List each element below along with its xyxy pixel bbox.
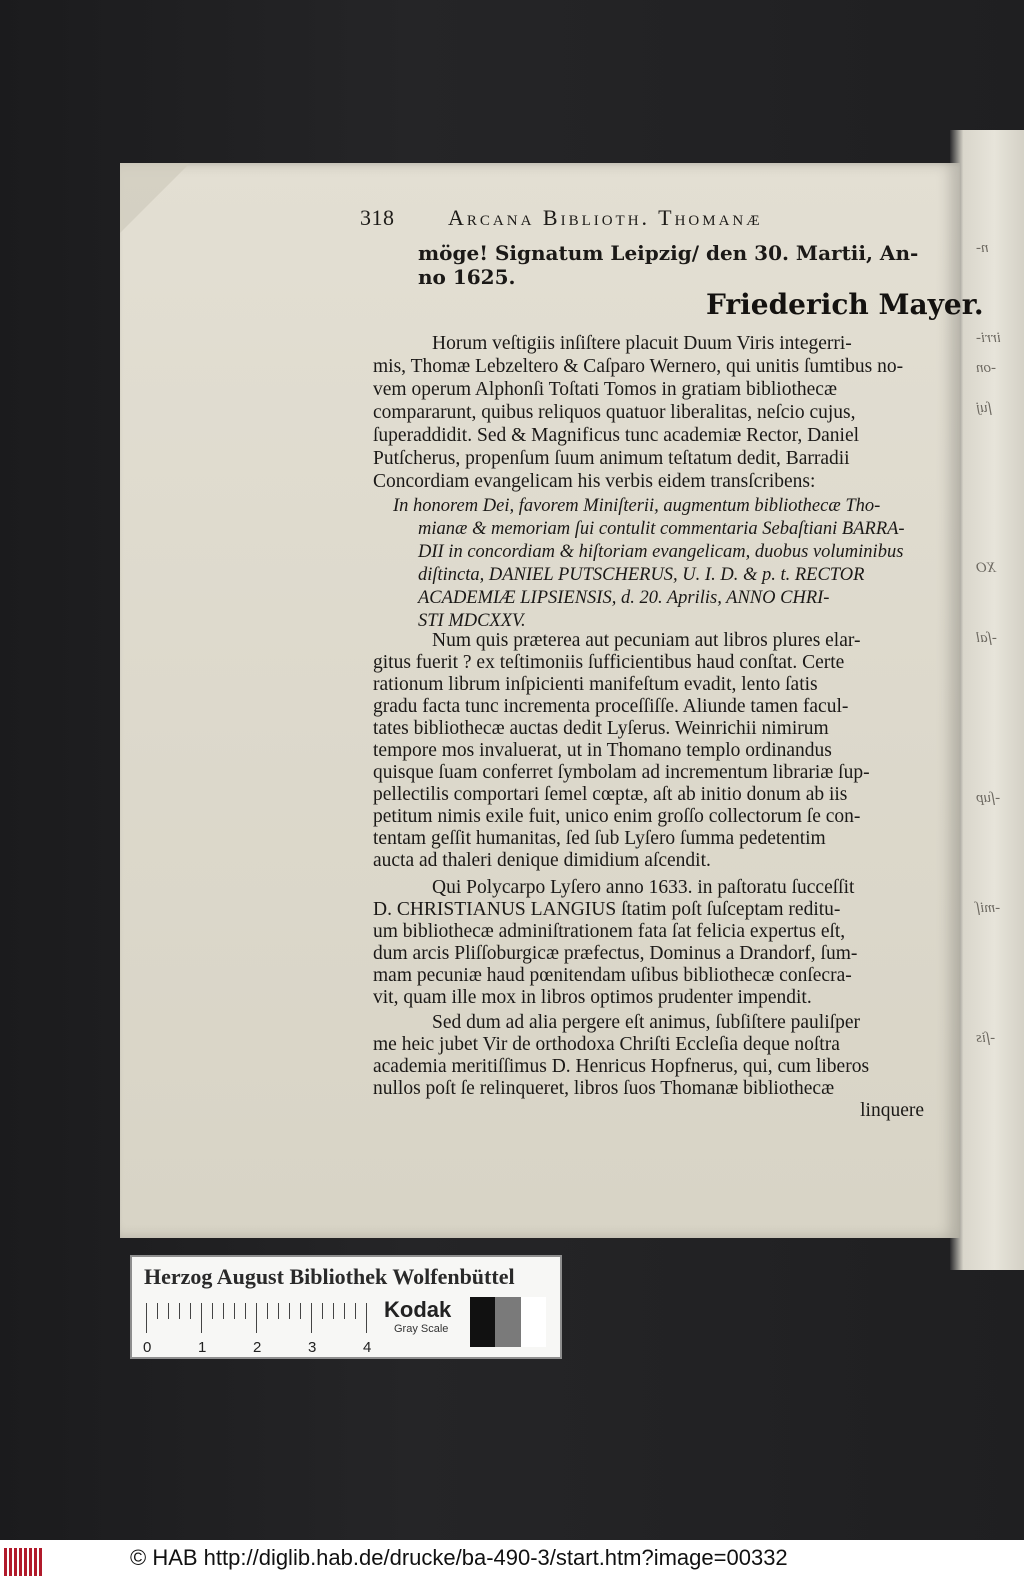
kodak-logo: Kodak xyxy=(384,1297,452,1322)
ruler-tick xyxy=(267,1303,268,1319)
bleed-through-text: -miſ xyxy=(976,900,1001,916)
inscription-line: In honorem Dei, favorem Miniſterii, augmentum bibliothecæ Tho- xyxy=(393,496,881,516)
ruler-tick xyxy=(278,1303,279,1319)
bleed-through-text: -ſal xyxy=(976,630,997,646)
running-head: Arcana Biblioth. Thomanæ xyxy=(448,205,763,230)
bleed-through-text: -ſis xyxy=(976,1030,996,1046)
ruler-number: 2 xyxy=(253,1339,262,1356)
gray-swatch-white xyxy=(521,1297,546,1347)
signature: Friederich Mayer. xyxy=(706,288,984,321)
text-line: vit, quam ille mox in libros optimos prudenter impendit. xyxy=(373,987,812,1008)
text-line: tempore mos invaluerat, ut in Thomano templo ordinandus xyxy=(373,740,832,761)
ruler-tick xyxy=(289,1303,290,1319)
ruler-scale xyxy=(143,1303,372,1356)
text-line: D. CHRISTIANUS LANGIUS ſtatim poſt ſuſceptam reditu- xyxy=(373,899,841,920)
fraktur-line: möge! Signatum Leipzig/ den 30. Martii, An- xyxy=(418,241,919,265)
ruler-tick xyxy=(311,1303,312,1333)
footer-caption: © HAB http://diglib.hab.de/drucke/ba-490-3/start.htm?image=00332 xyxy=(130,1545,788,1570)
bleed-through-text: -on xyxy=(976,360,996,376)
text-line: gradu facta tunc incrementa proceſſiſſe. Aliunde tamen facul- xyxy=(373,696,849,717)
ruler-tick xyxy=(344,1303,345,1319)
text-line: quisque ſuam conferret ſymbolam ad incrementum librariæ ſup- xyxy=(373,762,870,783)
text-line: academia meritiſſimus D. Henricus Hopfnerus, qui, cum liberos xyxy=(373,1056,870,1077)
library-name: Herzog August Bibliothek Wolfenbüttel xyxy=(144,1264,515,1289)
text-line: dum arcis Pliſſoburgicæ præfectus, Dominus a Drandorf, ſum- xyxy=(373,943,858,964)
ruler-tick xyxy=(223,1303,224,1319)
gray-swatch-mid xyxy=(495,1297,520,1347)
footer-bar xyxy=(0,1540,1024,1582)
ruler-tick xyxy=(245,1303,246,1319)
text-line: aucta ad thaleri denique dimidium aſcendit. xyxy=(373,850,711,871)
text-line: Concordiam evangelicam his verbis eidem transſcribens: xyxy=(373,471,816,492)
text-line: Horum veſtigiis inſiſtere placuit Duum Viris integerri- xyxy=(432,333,852,354)
ruler-tick xyxy=(157,1303,158,1319)
ruler-tick xyxy=(366,1303,367,1333)
text-line: mis, Thomæ Lebzeltero & Caſparo Wernero, qui unitis ſumtibus no- xyxy=(373,356,904,377)
text-line: pellectilis comportari ſemel cœptæ, aſt ab initio donum ab iis xyxy=(373,784,848,805)
page-number: 318 xyxy=(360,205,395,230)
ruler-tick xyxy=(234,1303,235,1319)
ruler-tick xyxy=(256,1303,257,1333)
text-line: petitum nimis exile fuit, unico enim groſſo collectorum ſe con- xyxy=(373,806,861,827)
text-line: Qui Polycarpo Lyſero anno 1633. in paſtoratu ſucceſſit xyxy=(432,877,855,898)
page-header xyxy=(360,205,920,235)
hab-logo-icon xyxy=(4,1548,42,1576)
bleed-through-text: -ſup xyxy=(976,790,1001,806)
inscription-line: ACADEMIÆ LIPSIENSIS, d. 20. Aprilis, ANNO CHRI- xyxy=(418,588,830,608)
fraktur-line: no 1625. xyxy=(418,265,516,289)
text-line: rationum librum inſpicienti manifeſtum evadit, lento ſatis xyxy=(373,674,818,695)
text-line: ſuperaddidit. Sed & Magnificus tunc academiæ Rector, Daniel xyxy=(373,425,860,446)
bleed-through-text: irri- xyxy=(976,330,1002,346)
bleed-through-text: n- xyxy=(976,240,989,256)
inscription-line: diſtincta, DANIEL PUTSCHERUS, U. I. D. & p. t. RECTOR xyxy=(418,565,865,585)
inscription-line: STI MDCXXV. xyxy=(418,611,526,631)
gray-swatches xyxy=(470,1297,546,1347)
ruler-number: 1 xyxy=(198,1339,207,1356)
ruler-tick xyxy=(179,1303,180,1319)
text-line: Putſcherus, propenſum ſuum animum teſtatum dedit, Barradii xyxy=(373,448,850,469)
ruler-number: 4 xyxy=(363,1339,372,1356)
catchword: linquere xyxy=(860,1100,924,1121)
ruler-tick xyxy=(146,1303,147,1333)
bleed-through-text: ſuj xyxy=(976,400,992,416)
inscription-line: DII in concordiam & hiſtoriam evangelicam, duobus voluminibus xyxy=(418,542,904,562)
gray-swatch-black xyxy=(470,1297,495,1347)
text-line: um bibliothecæ adminiſtrationem fata ſat felicia expertus eſt, xyxy=(373,921,846,942)
color-calibration-bar xyxy=(130,1255,562,1359)
text-line: mam pecuniæ haud pœnitendam uſibus bibliothecæ conſecra- xyxy=(373,965,852,986)
inscription-line: mianæ & memoriam ſui contulit commentaria Sebaſtiani BARRA- xyxy=(418,519,905,539)
text-line: tates bibliothecæ auctas dedit Lyſerus. Weinrichii nimirum xyxy=(373,718,829,739)
text-line: gitus fuerit ? ex teſtimoniis ſufficientibus haud conſtat. Certe xyxy=(373,652,845,673)
ruler-tick xyxy=(201,1303,202,1333)
page-corner-fold xyxy=(120,163,190,233)
text-line: nullos poſt ſe relinqueret, libros ſuos Thomanæ bibliothecæ xyxy=(373,1078,835,1099)
ruler-tick xyxy=(333,1303,334,1319)
ruler-tick xyxy=(212,1303,213,1319)
text-line: tentam geſſit humanitas, ſed ſub Lyſero ſumma pedetentim xyxy=(373,828,826,849)
text-line: vem operum Alphonſi Toſtati Tomos in gratiam bibliothecæ xyxy=(373,379,837,400)
text-line: Num quis præterea aut pecuniam aut libros plures elar- xyxy=(432,630,861,651)
bleed-through-text: XO xyxy=(976,560,996,576)
ruler-tick xyxy=(300,1303,301,1319)
ruler-tick xyxy=(190,1303,191,1319)
text-line: me heic jubet Vir de orthodoxa Chriſti Eccleſia deque noſtra xyxy=(373,1034,840,1055)
ruler-number: 0 xyxy=(143,1339,152,1356)
ruler-tick xyxy=(355,1303,356,1319)
text-line: Sed dum ad alia pergere eſt animus, ſubſiſtere pauliſper xyxy=(432,1012,860,1033)
ruler-tick xyxy=(322,1303,323,1319)
text-line: compararunt, quibus reliquos quatuor liberalitas, neſcio cujus, xyxy=(373,402,856,423)
ruler-tick xyxy=(168,1303,169,1319)
ruler-number: 3 xyxy=(308,1339,317,1356)
gray-scale-label: Gray Scale xyxy=(394,1323,449,1335)
